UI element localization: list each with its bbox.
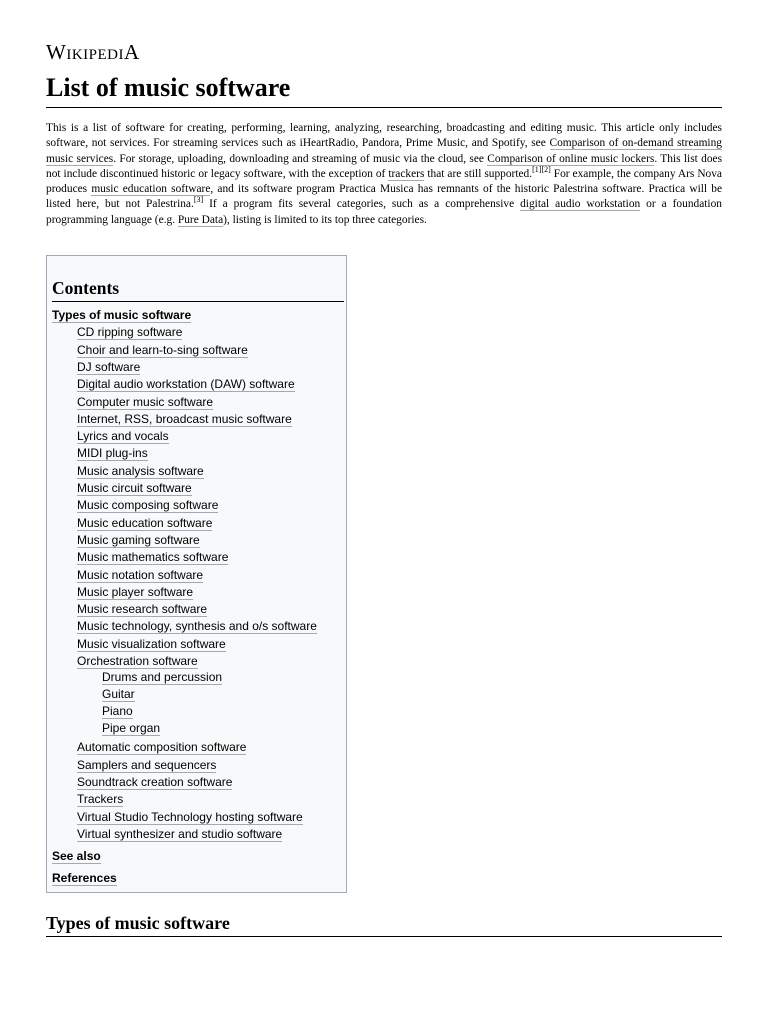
toc-item[interactable]: Choir and learn-to-sing software <box>77 342 248 357</box>
link-daw[interactable]: digital audio workstation <box>520 198 641 211</box>
toc-item[interactable]: Drums and percussion <box>102 669 223 684</box>
intro-paragraph: This is a list of software for creating, performing, learning, analyzing, researching, broadcasting and editing music. This article only includes software, not services. For streaming services such as iHeartRadio, Pandora, Prime Music, and Spotify, see Comparison of on-demand streaming music services. For storage, uploading, downloading and streaming of music via the cloud, see Comparison of online music lockers. This list does not include discontinued historic or legacy software, with the exception of trackers that are still supported.[1][2] For example, the company Ars Nova produces music education software, and its software program Practica Musica has remnants of the historic Palestrina software. Practica will be listed here, but not Palestrina.[3] If a program fits several categories, such as a comprehensive digital audio workstation or a foundation programming language (e.g. Pure Data), listing is limited to its top three categories. <box>46 122 723 226</box>
toc-item[interactable]: Trackers <box>77 792 124 807</box>
page-title: List of music software <box>46 72 722 108</box>
toc-item[interactable]: Internet, RSS, broadcast music software <box>77 411 292 426</box>
toc-item[interactable]: Music circuit software <box>77 481 192 495</box>
toc-item[interactable]: Music analysis software <box>77 463 204 478</box>
toc-item[interactable]: Music research software <box>77 602 208 617</box>
toc-item[interactable]: Music education software <box>77 515 213 530</box>
toc-item[interactable]: Music visualization software <box>77 636 226 651</box>
toc-item[interactable]: MIDI plug-ins <box>77 446 148 461</box>
toc-item[interactable]: Soundtrack creation software <box>77 775 233 789</box>
table-of-contents <box>46 255 347 893</box>
toc-item[interactable]: Music notation software <box>77 567 204 582</box>
reference-1[interactable]: [1] <box>532 165 542 175</box>
toc-item[interactable]: Orchestration software <box>77 654 198 668</box>
toc-item[interactable]: Music mathematics software <box>77 550 229 565</box>
wikipedia-logo[interactable]: WIKIPEDIA <box>46 40 140 64</box>
toc-item[interactable]: Virtual Studio Technology hosting software <box>77 809 303 824</box>
toc-item[interactable]: Types of music software <box>52 308 192 322</box>
toc-item[interactable]: Guitar <box>102 686 135 701</box>
toc-item[interactable]: References <box>52 870 117 885</box>
reference-3[interactable]: [3] <box>193 195 204 205</box>
toc-item[interactable]: CD ripping software <box>77 325 183 340</box>
toc-item[interactable]: Music player software <box>77 584 194 599</box>
toc-item[interactable]: Piano <box>102 704 133 719</box>
link-streaming-comparison[interactable]: Comparison of on-demand streaming music services <box>46 137 722 165</box>
toc-item[interactable]: Lyrics and vocals <box>77 429 169 444</box>
toc-item[interactable]: Music gaming software <box>77 532 200 547</box>
toc-title: Contents <box>52 276 344 302</box>
link-pure-data[interactable]: Pure Data <box>177 213 224 226</box>
section-heading: Types of music software <box>46 911 722 937</box>
toc-item[interactable]: Automatic composition software <box>77 740 247 755</box>
toc-item[interactable]: Music technology, synthesis and o/s software <box>77 619 317 634</box>
toc-item[interactable]: Digital audio workstation (DAW) software <box>77 377 295 392</box>
link-trackers[interactable]: trackers <box>388 167 425 180</box>
link-music-lockers[interactable]: Comparison of online music lockers <box>487 152 655 165</box>
toc-item[interactable]: Computer music software <box>77 394 214 409</box>
reference-2[interactable]: [2] <box>541 165 551 175</box>
link-music-education[interactable]: music education software <box>91 183 211 196</box>
toc-item[interactable]: Virtual synthesizer and studio software <box>77 826 283 841</box>
toc-item[interactable]: Music composing software <box>77 498 219 513</box>
toc-item[interactable]: DJ software <box>77 359 141 374</box>
toc-item[interactable]: Samplers and sequencers <box>77 757 217 772</box>
toc-item[interactable]: Pipe organ <box>102 721 161 736</box>
toc-item[interactable]: See also <box>52 848 101 863</box>
